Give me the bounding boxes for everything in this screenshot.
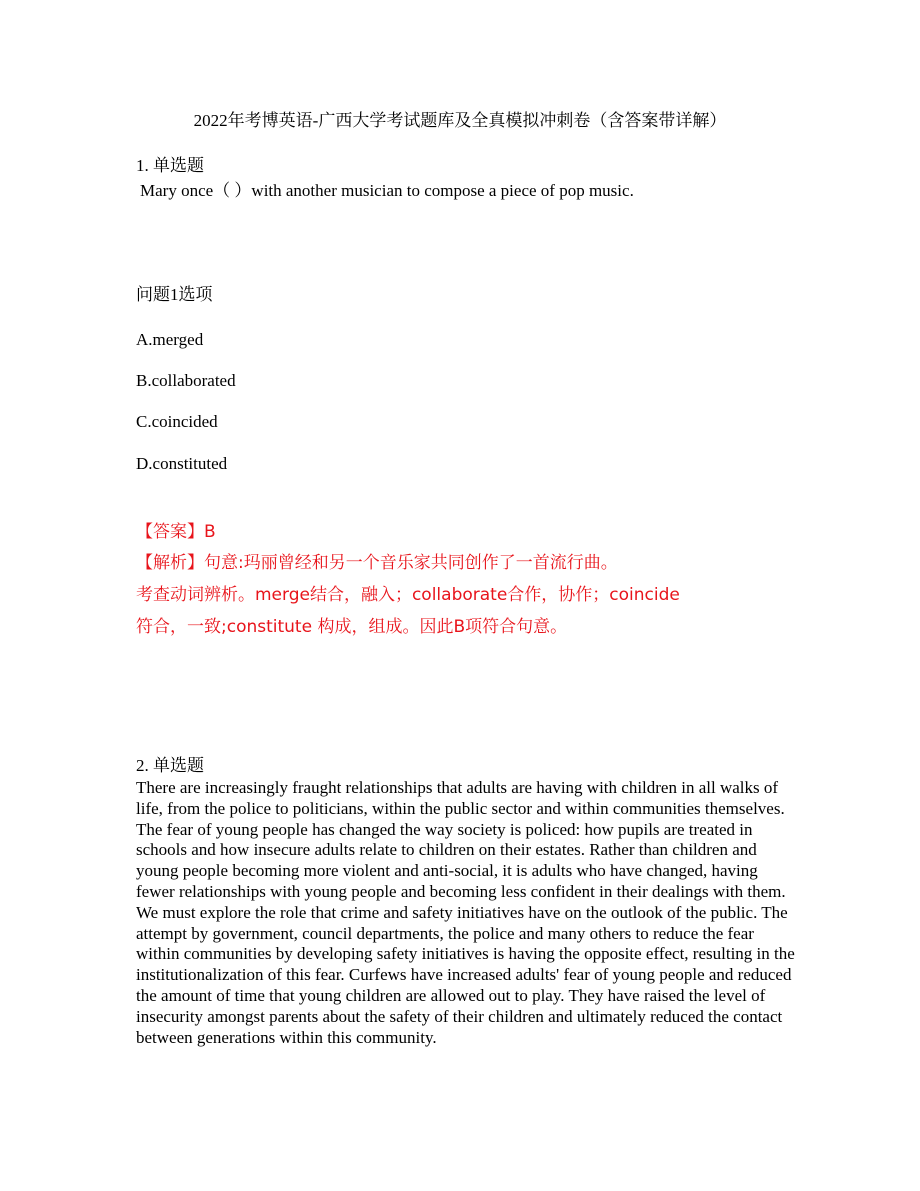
passage-paragraph-2: We must explore the role that crime and safety initiatives have on the outlook of the public. The attempt by government, council departments, the police and many others to reduce the fear within communities by developing safety initiatives is having the opposite effect, resulting in the institutionalization of this fear. Curfews have increased adults' fear of young people and reduced the amount of time that young children are allowed out to play. They have raised the level of insecurity amongst parents about the safety of their children and ultimately reduced the contact between generations within this community. xyxy=(136,902,795,1047)
question-1-heading: 1. 单选题 xyxy=(136,156,204,175)
analysis-line-2: 考查动词辨析。merge结合，融入；collaborate合作，协作；coincide xyxy=(136,585,680,605)
question-1-options-label: 问题1选项 xyxy=(136,285,213,304)
question-2-passage xyxy=(136,778,796,1048)
option-a: A.merged xyxy=(136,330,204,349)
answer-line: 【答案】B xyxy=(136,522,216,542)
option-d: D.constituted xyxy=(136,454,228,473)
passage-paragraph-1: There are increasingly fraught relationships that adults are having with children in all walks of life, from the police to politicians, within the public sector and within communities themselves. The fear of young people has changed the way society is policed: how pupils are treated in schools and how insecure adults relate to children on their estates. Rather than children and young people becoming more violent and anti-social, it is adults who have changed, having fewer relationships with young people and becoming less confident in their dealings with them. xyxy=(136,778,786,901)
question-1-stem: Mary once（ ）with another musician to compose a piece of pop music. xyxy=(140,181,634,200)
document-title: 2022年考博英语-广西大学考试题库及全真模拟冲刺卷（含答案带详解） xyxy=(193,111,727,130)
option-c: C.coincided xyxy=(136,412,218,431)
analysis-line-1: 【解析】句意:玛丽曾经和另一个音乐家共同创作了一首流行曲。 xyxy=(136,553,618,573)
question-2-heading: 2. 单选题 xyxy=(136,756,204,775)
analysis-line-3: 符合，一致;constitute 构成，组成。因此B项符合句意。 xyxy=(136,617,568,637)
option-b: B.collaborated xyxy=(136,371,236,390)
